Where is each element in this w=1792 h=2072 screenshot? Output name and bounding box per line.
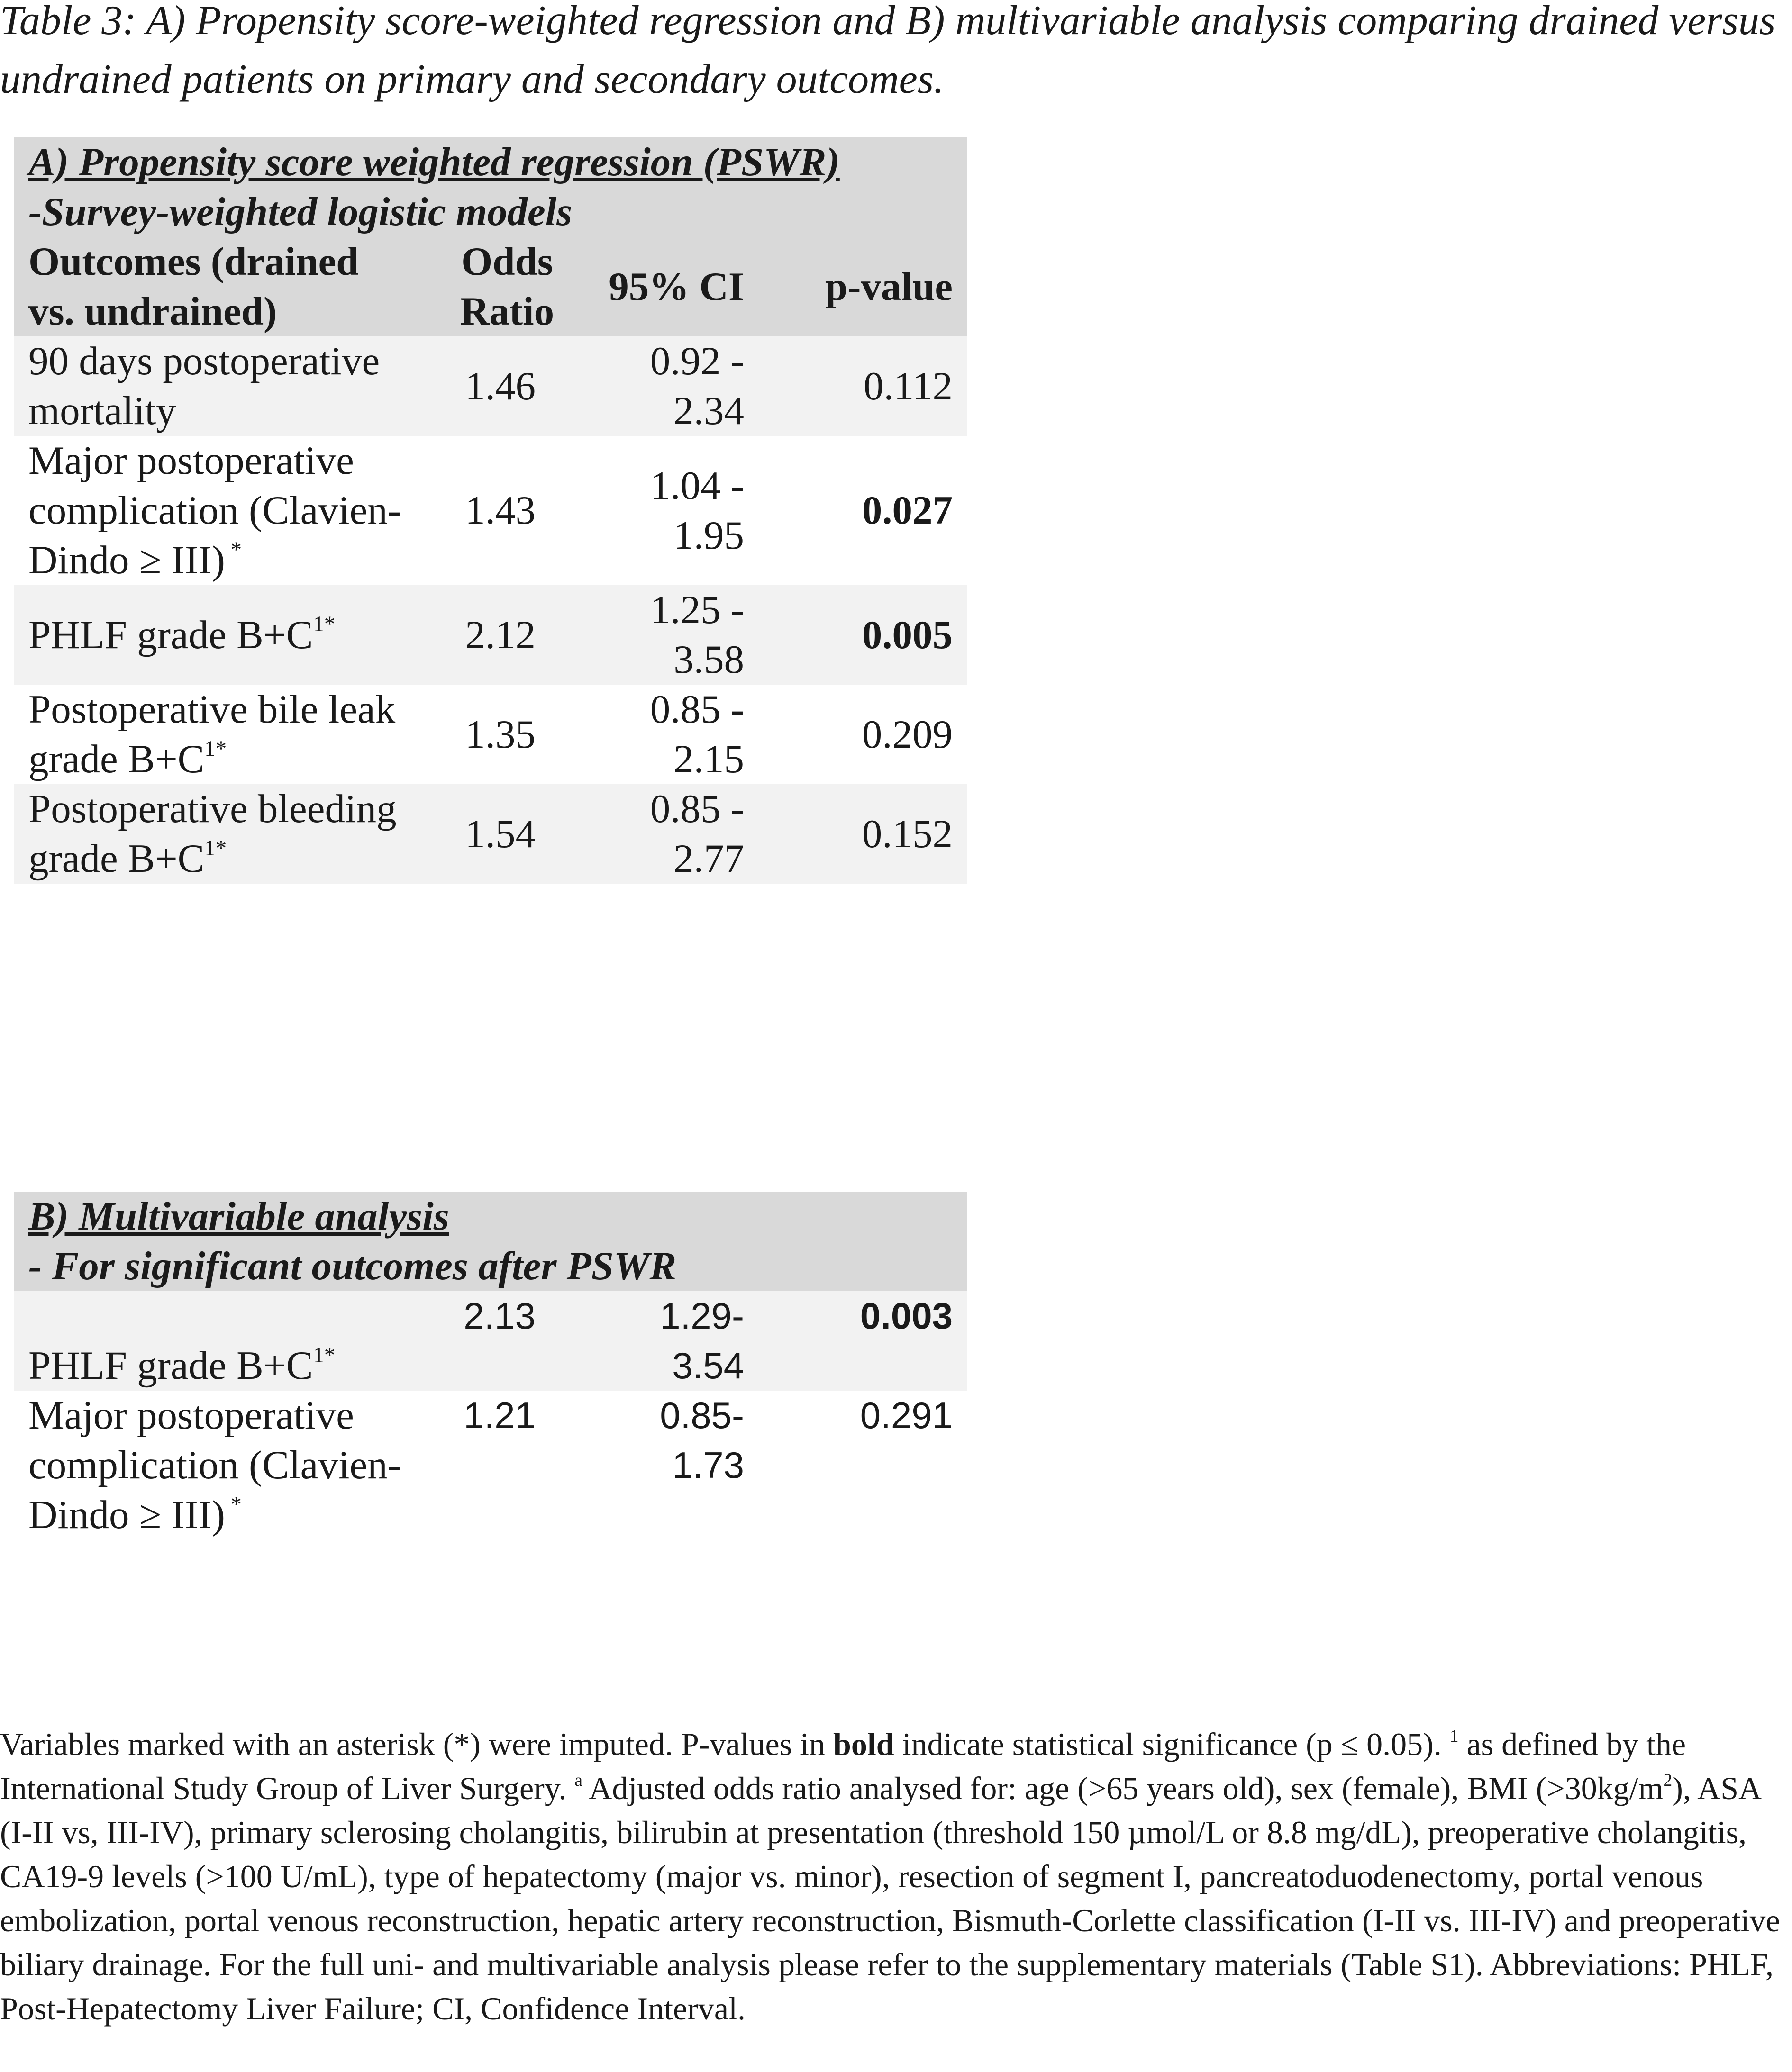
p-value-cell: 0.027 — [862, 488, 953, 533]
p-value-cell: 0.291 — [860, 1394, 953, 1436]
ci-cell: 0.85- 1.73 — [660, 1394, 744, 1486]
outcome-cell: PHLF grade $B+C^{1*}$ — [14, 1291, 427, 1391]
table-row — [14, 585, 967, 685]
header-ci: 95% CI — [569, 237, 758, 336]
table-row — [14, 1291, 967, 1391]
ci-cell: 0.85 - 2.15 — [650, 687, 744, 781]
outcome-cell: Major postoperative complication (Clavien-Dindo ≥ III) * — [28, 1393, 401, 1537]
odds-ratio-cell: 1.43 — [465, 488, 536, 533]
p-value-cell: 0.003 — [758, 1291, 967, 1391]
section-b-title: B) Multivariable analysis — [28, 1194, 449, 1239]
p-value-cell: 0.005 — [758, 585, 967, 685]
section-b-header — [14, 1192, 967, 1291]
table-caption: Table 3: A) Propensity score-weighted regression and B) multivariable analysis comparing drained versus undrained patients on primary and secondary outcomes. — [0, 0, 1776, 102]
p-value-cell: 0.112 — [758, 336, 967, 436]
multivariable-table — [14, 1192, 967, 1540]
outcome-cell: PHLF grade $B+C^{1*}$ — [14, 585, 427, 685]
header-odds-ratio: Odds Ratio — [427, 237, 569, 336]
p-value-cell: 0.152 — [758, 784, 967, 884]
table-row — [14, 1391, 967, 1540]
header-outcomes: Outcomes (drained vs. undrained) — [14, 237, 427, 336]
ci-cell: 1.29- 3.54 — [569, 1291, 758, 1391]
p-value-cell: 0.209 — [862, 712, 953, 757]
table-row — [14, 336, 967, 436]
ci-cell: 1.04 - 1.95 — [650, 463, 744, 558]
outcome-cell: Postoperative bile leak grade $B+C^{1*}$ — [28, 687, 396, 781]
table-row — [14, 685, 967, 784]
outcome-cell: Postoperative bleeding grade $B+C^{1*}$ — [14, 784, 427, 884]
ci-cell: 0.92 - 2.34 — [569, 336, 758, 436]
multivariable-rows — [14, 1291, 967, 1540]
odds-ratio-cell: 2.13 — [427, 1291, 569, 1391]
header-p-value: p-value — [758, 237, 967, 336]
ci-cell: 1.25 - 3.58 — [569, 585, 758, 685]
section-a-header — [14, 137, 967, 237]
ci-cell: 0.85 - 2.77 — [569, 784, 758, 884]
table-row — [14, 784, 967, 884]
odds-ratio-cell: 2.12 — [427, 585, 569, 685]
odds-ratio-cell: 1.35 — [465, 712, 536, 757]
section-a-title: A) Propensity score weighted regression (PSWR) — [28, 140, 840, 184]
pswr-rows — [14, 336, 967, 884]
outcome-cell: 90 days postoperative mortality — [14, 336, 427, 436]
footnote-bold-word: bold — [833, 1726, 894, 1762]
odds-ratio-cell: 1.21 — [464, 1394, 536, 1436]
section-a-subtitle: -Survey-weighted logistic models — [28, 190, 573, 234]
section-b-subtitle: - For significant outcomes after PSWR — [28, 1244, 677, 1288]
table-footnote: Variables marked with an asterisk (*) were imputed. P-values in bold indicate statistical significance (p ≤ 0.05). $^1$ as defined by the International Study Group of Liver Surgery. $^a$ Adjusted odds ratio analysed for: age (>65 years old), sex (female), BMI $(>30kg/m^2)$, ASA (I-II vs, III-IV), primary sclerosing cholangitis, bilirubin at presentation (threshold 150 µmol/L or 8.8 mg/dL), preoperative cholangitis, CA19-9 levels (>100 U/mL), type of hepatectomy (major vs. minor), resection of segment I, pancreatoduodenectomy, portal venous embolization, portal venous reconstruction, hepatic artery reconstruction, Bismuth-Corlette classification (I-II vs. III-IV) and preoperative biliary drainage. For the full uni- and multivariable analysis please refer to the supplementary materials (Table S1). Abbreviations: PHLF, Post-Hepatectomy Liver Failure; CI, Confidence Interval. — [0, 1726, 1780, 2027]
odds-ratio-cell: 1.46 — [427, 336, 569, 436]
odds-ratio-cell: 1.54 — [427, 784, 569, 884]
table-row — [14, 436, 967, 585]
pswr-table — [14, 137, 967, 884]
column-headers — [14, 237, 967, 336]
outcome-cell: Major postoperative complication (Clavien-Dindo ≥ III) * — [28, 438, 401, 582]
